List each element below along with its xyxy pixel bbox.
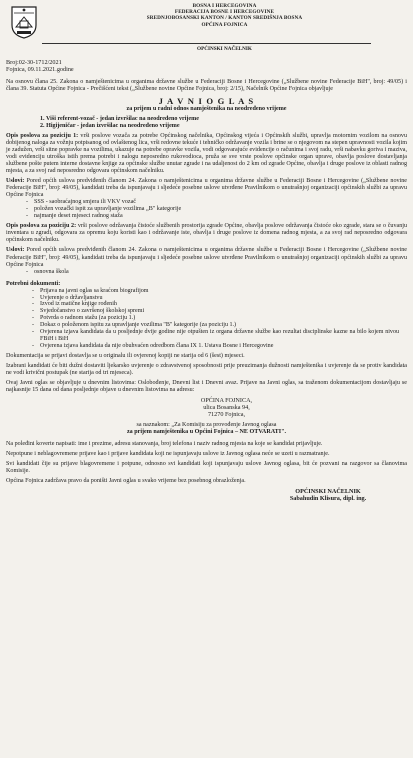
position1-label: Opis poslova za poziciju 1:: [6, 132, 79, 139]
document-item: - Dokaz o položenom ispitu za upravljanje vozilima "B" kategorije (za poziciju 1.): [40, 322, 407, 329]
medical-note: Izabrani kandidati će biti dužni dostaviti ljekarsko uvjerenje o zdravstvenoj sposobnosti prije preuzimanja dužnosti namještenika i uvjerenje da se protiv kandidata ne vodi krivični postupak (ne starija od tri mjeseca).: [6, 362, 407, 376]
intro-paragraph: Na osnovu člana 25. Zakona o namještenicima u organima državne službe u Federaciji Bosne i Hercegovine („Službene novine Federacije BiH", broj: 49/05) i člana 39. Statuta Općine Fojnica - Prečišćeni tekst („Službene novine Općine Fojnica, broj: 2/15), Načelnik Općine Fojnica objavljuje: [6, 78, 407, 92]
document-item: - Ovjerena izjava kandidata da u posljednje dvije godine nije otpušten iz organa državne službe kao rezultat disciplinske kazne na bilo kojem nivou FBiH i BiH: [40, 329, 407, 343]
position1-text: vrši poslove vozača za potrebe Općinskog načelnika, Općinskog vijeća i Općinskih službi, upravlja motornim vozilom na osnovu dobijenog naloga za vožnju potpisanog od ovlaštenog lica, vrši redovne tekuće i tehničko održavanje vozila i brine se o njegovom na stepen upravnosti vozila kojim je zadužen, vrši sitne popravke na vozilima, ukazuje na potrebe opravke vozila, vodi odgovarajuće evidencije o računima i svoj radu, vrši nabavku goriva i maziva, vodi evidenciju utroška istih prema potrebi i nalogu neposredno rukovodioca, pruža se sve vrste poslove općinske organ uprave, obavlja poslove dostavljanja službene pošte putem interne dostavne knjige za općinske službe unutar zgrade i na udaljenost do 2 km od zgrade Općine, obavlja i druge poslove iz oblasti radnog mjesta, a za svoj rad neposredno odgovara općinskom načelniku.: [6, 132, 408, 175]
remark-line: za prijem namještenika u Općini Fojnica – NE OTVARATI".: [126, 428, 287, 435]
letterhead: [6, 3, 407, 55]
position1-conditions: [6, 178, 407, 199]
positions-list: [6, 116, 407, 130]
document-item: - Uvjerenje o državljanstvu: [40, 295, 407, 302]
header-line: BOSNA I HERCEGOVINA: [192, 3, 257, 9]
closing-paragraph: Općina Fojnica zadržava pravo da poništi Javni oglas u svako vrijeme bez posebnog obrazloženja.: [6, 477, 246, 484]
document-item: - Svjedočanstvo o završenoj školskoj spremi: [40, 308, 407, 315]
header-line: FEDERACIJA BOSNE I HERCEGOVINE: [174, 9, 275, 16]
position1-description: [6, 133, 407, 175]
closing-paragraph: Nepotpune i neblagovremene prijave kao i prijave kandidata koji ne ispunjavaju uslove iz Javnog oglasa neće se uzeti u razmatranje.: [6, 450, 330, 457]
remark-prefix: sa naznakom:: [136, 421, 170, 428]
closing-paragraph: Svi kandidati čije su prijave blagovremene i potpune, odnosno svi kandidati koji ispunjavaju uslove Javnog oglasa, bit će pozvani na razgovor sa članovima Komisije.: [6, 460, 407, 474]
conditions-label: Uslovi:: [6, 178, 25, 185]
publication-note: Ovaj Javni oglas se objavljuje u dnevnim listovima: Oslobođenje, Dnevni list i Dnevni avaz. Prijave na Javni oglas, sa traženom dokumentacijom dostavljaju se najkasnije 15 dana od dana posljednje objave u dnevnim listovima na adresu:: [6, 379, 407, 393]
documentation-note: Dokumentacija se prijavi dostavlja se u originalu ili ovjerenoj kopiji ne starija od 6 (šest) mjeseci.: [6, 352, 245, 359]
requirement-item: - najmanje deset mjeseci radnog staža: [34, 213, 407, 220]
header-office: OPĆINSKI NAČELNIK: [197, 46, 252, 52]
closing-paragraph: Na poleđini koverte napisati: ime i prezime, adresu stanovanja, broj telefona i naziv radnog mjesta na koje se kandidat prijavljuje.: [6, 440, 323, 447]
conditions-text: Pored općih uslova predviđenih članom 24. Zakona o namještenicima u organima državne službe u Federaciji Bosne i Hercegovine („Službene novine Federacije BiH", broj: 49/05), kandidati treba da ispunjavaju i sljedeće posebne uslove utvrđene Pravilnikom o unutrašnjoj organizaciji općinskih službi za upravu Općine Fojnica: [6, 178, 407, 199]
position2-label: Opis poslova za poziciju 2:: [6, 223, 77, 230]
position-item: 1. Viši referent-vozač - jedan izvršilac na neodređeno vrijeme: [40, 115, 199, 122]
delivery-address: [6, 397, 407, 419]
documents-list: [6, 288, 407, 350]
position2-description: [6, 223, 407, 244]
document-number: Broj:02-30-1712/2021: [6, 59, 62, 66]
notice-subtitle: za prijem u radni odnos namještenika na neodređeno vrijeme: [126, 105, 287, 112]
position-item: 2. Higijeničar - jedan izvršilac na neodređeno vrijeme: [40, 122, 180, 129]
envelope-remark: [6, 422, 407, 436]
position2-text: vrši poslove održavanja čistoće službenih prostorija zgrade Općine, obavlja poslove održavanja čistoće oko zgrade, stara se o čuvanju inventara u zgradi, odgovara za opremu koju koristi kao i održavanje iste, obavlja i druge poslove iz domena radnog mjesta, a za svoj rad neposredno odgovara općinskom načelniku.: [6, 223, 408, 244]
requirement-item: - položen vozački ispit za upravljanje vozilima „B" kategorije: [34, 206, 407, 213]
conditions-label: Uslovi:: [6, 247, 25, 254]
remark-text: „Za Komisiju za provođenje Javnog oglasa: [171, 421, 277, 428]
requirement-item: - osnovna škola: [34, 269, 407, 276]
documents-label: Potrebni dokumenti:: [6, 280, 61, 287]
address-line: ulica Bosanska 94,: [203, 404, 250, 412]
municipality-crest-icon: [10, 5, 38, 39]
requirement-item: - SSS - saobraćajnog smjera ili VKV vozač: [34, 199, 407, 206]
address-line: 71270 Fojnica,: [207, 411, 246, 419]
remark-line: [6, 422, 407, 429]
document-item: - Potvrda o radnom stažu (za poziciju 1.): [40, 315, 407, 322]
header-line: OPĆINA FOJNICA: [201, 21, 248, 28]
document-meta: [6, 59, 407, 74]
header-divider: [42, 43, 371, 44]
document-item: - Ovjerena izjava kandidata da nije obuhvaćen odredbom člana IX 1. Ustava Bosne i Hercegovine: [40, 343, 407, 350]
signature-block: [6, 488, 407, 502]
document-item: - Izvod iz matične knjige rođenih: [40, 301, 407, 308]
address-line: OPĆINA FOJNICA,: [200, 397, 253, 405]
position1-requirements: [6, 199, 407, 220]
conditions-text: Pored općih uslova predviđenih članom 24. Zakona o namještenicima u organima državne službe u Federaciji Bosne i Hercegovine („Službene novine Federacije BiH", broj: 49/05), kandidati treba da ispunjavaju i sljedeće posebne uslove utvrđene Pravilnikom o unutrašnjoj organizaciji općinskih službi za upravu Općine Fojnica: [6, 247, 407, 268]
document-item: - Prijava na javni oglas sa kraćom biografijom: [40, 288, 407, 295]
position2-conditions: [6, 247, 407, 268]
letterhead-text: [46, 3, 403, 28]
signature-name: Sabahudin Klisura, dipl. ing.: [289, 495, 367, 503]
notice-title: J A V N I O G L A S: [158, 95, 255, 106]
signature-office: OPĆINSKI NAČELNIK: [295, 487, 361, 495]
place-date: Fojnica, 09.11.2021.godine: [6, 66, 74, 74]
header-line: SREDNJOBOSANSKI KANTON / KANTON SREDIŠNJA BOSNA: [146, 15, 303, 22]
position2-requirements: [6, 269, 407, 276]
